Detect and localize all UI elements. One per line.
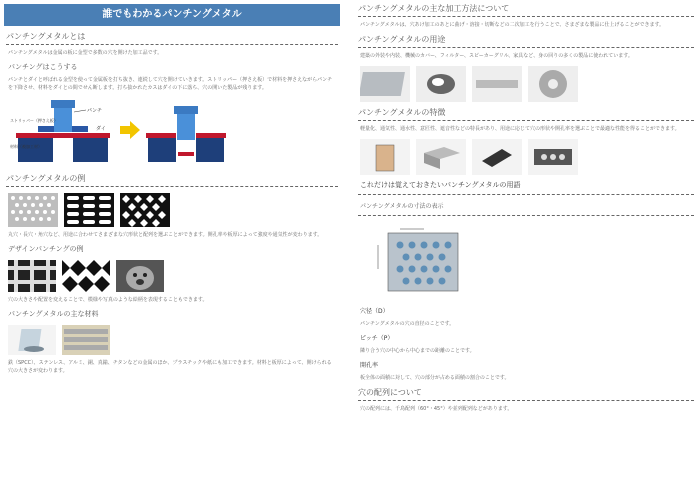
other-process-body: パンチングメタルは、穴あけ加工のあとに曲げ・溶接・切断などの二次加工を行うことで、さまざまな製品に仕上げることができます。 bbox=[360, 22, 665, 28]
punching-process-diagram bbox=[8, 96, 228, 168]
mesh-panel-image bbox=[360, 66, 410, 102]
cylinder-part-image bbox=[416, 66, 466, 102]
term-pitch-body: 隣り合う穴の中心から中心までの距離のことです。 bbox=[360, 348, 475, 354]
lattice-pattern-image bbox=[62, 260, 110, 292]
round-hole-pattern-image bbox=[8, 193, 58, 227]
section-intro: パンチングメタルは金属の板に金型で多数の穴を開けた加工品です。 bbox=[8, 50, 163, 56]
arrangement-title: 穴の配列について bbox=[358, 388, 694, 401]
dimension-diagram bbox=[366, 221, 476, 301]
term-pitch-title: ピッチ（P） bbox=[360, 335, 394, 342]
arrow-icon bbox=[120, 121, 140, 139]
label-material: 材料（被加工材） bbox=[10, 144, 42, 149]
features-title: パンチングメタルの特徴 bbox=[358, 108, 694, 121]
material-sheet-left bbox=[16, 133, 110, 138]
tool-photo-image bbox=[8, 325, 56, 355]
terms-divider bbox=[358, 194, 694, 196]
bracket-image bbox=[472, 139, 522, 175]
label-die: ダイ bbox=[96, 126, 106, 132]
right-column bbox=[352, 0, 700, 413]
design-title: デザインパンチングの例 bbox=[8, 245, 84, 253]
examples-caption: 丸穴・長穴・角穴など、用途に合わせてさまざまな穴形状と配列を選ぶことができます。開孔率や板厚によって強度や通気性が変わります。 bbox=[8, 232, 323, 238]
plaid-pattern-image bbox=[8, 260, 56, 292]
features-body: 軽量化、通気性、通水性、意匠性、遮音性などの特長があり、用途に応じて穴の形状や開孔率を選ぶことで最適な性能を得ることができます。 bbox=[360, 126, 680, 132]
design-images bbox=[8, 260, 336, 292]
material-images bbox=[8, 325, 336, 355]
dog-photo-pattern-image bbox=[116, 260, 164, 292]
uses-body: 建築の外装や内装、機械のカバー、フィルター、スピーカーグリル、家具など、身の回りの多くの製品に使われています。 bbox=[360, 53, 633, 59]
uses-title: パンチングメタルの用途 bbox=[358, 35, 694, 48]
terms-subtitle: パンチングメタルの寸法の表示 bbox=[360, 203, 444, 210]
punch-leader bbox=[74, 110, 86, 112]
label-stripper: ストリッパー（押さえ板） bbox=[10, 118, 58, 123]
term-hole-diameter-title: 穴径（D） bbox=[360, 308, 389, 315]
features-images bbox=[360, 139, 692, 175]
metal-rolls-image bbox=[62, 325, 110, 355]
slot-hole-pattern-image bbox=[64, 193, 114, 227]
materials-title: パンチングメタルの主な材料 bbox=[8, 310, 99, 318]
page-banner: 誰でもわかるパンチングメタル bbox=[4, 4, 340, 26]
holed-plate-image bbox=[528, 139, 578, 175]
material-sheet-right-b bbox=[196, 133, 226, 138]
hex-hole-pattern-image bbox=[120, 193, 170, 227]
die-hole-left bbox=[53, 138, 73, 162]
materials-body: 鉄（SPCC）、ステンレス、アルミ、銅、真鍮、チタンなどの金属のほか、プラスチックや紙にも加工できます。材料と板厚によって、開けられる穴の大きさが変わります。 bbox=[8, 360, 332, 374]
card-holder-image bbox=[360, 139, 410, 175]
metal-box-image bbox=[416, 139, 466, 175]
material-sheet-right-a bbox=[146, 133, 176, 138]
uses-images bbox=[360, 66, 692, 102]
arrangement-body: 穴の配列には、千鳥配列（60°・45°）や並列配列などがあります。 bbox=[360, 406, 513, 412]
section-title-what: パンチングメタルとは bbox=[6, 32, 338, 45]
example-images bbox=[8, 193, 336, 227]
terms-subtitle-divider bbox=[358, 215, 694, 217]
perforated-strip-image bbox=[472, 66, 522, 102]
term-hole-diameter-body: パンチングメタルの穴の直径のことです。 bbox=[360, 321, 455, 327]
other-process-title: パンチングメタルの主な加工方法について bbox=[358, 4, 694, 17]
label-punch: パンチ bbox=[87, 108, 103, 114]
term-open-area-body: 板全体の面積に対して、穴の部分が占める面積の割合のことです。 bbox=[360, 375, 510, 381]
slug bbox=[178, 152, 194, 156]
examples-title: パンチングメタルの例 bbox=[6, 174, 338, 187]
punch-head-left bbox=[51, 100, 75, 108]
left-column bbox=[0, 0, 344, 375]
term-open-area-title: 開孔率 bbox=[360, 362, 379, 369]
die-hole-right bbox=[176, 138, 196, 162]
round-disc-image bbox=[528, 66, 578, 102]
design-caption: 穴の大きさや配置を変えることで、模様や写真のような絵柄を表現することもできます。 bbox=[8, 297, 208, 303]
punch-head-right bbox=[174, 106, 198, 114]
terms-title: これだけは覚えておきたいパンチングメタルの用語 bbox=[360, 181, 521, 189]
process-title: パンチングはこうする bbox=[8, 63, 78, 71]
process-body: パンチとダイと呼ばれる金型を使って金属板を打ち抜き、連続して穴を開けていきます。ストリッパー（押さえ板）で材料を押さえながらパンチを下降させ、材料をダイとの間でせん断します。打ち抜かれたカスはダイの下に落ち、穴の開いた製品が残ります。 bbox=[8, 77, 333, 91]
